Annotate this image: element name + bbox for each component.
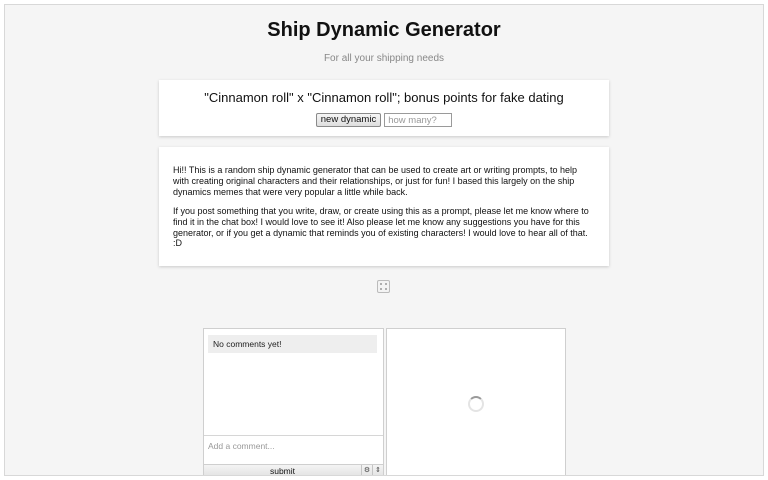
submit-button[interactable]: submit bbox=[269, 466, 296, 476]
page-container bbox=[4, 4, 764, 476]
info-paragraph-request: If you post something that you write, draw, or create using this as a prompt, please let me know where to find it in the chat box! I would love to see it! Also please let me know any suggestions you have for this generator, or if you get a dynamic that reminds you of existing characters! I would love to hear all of that. :D bbox=[173, 206, 589, 249]
page-subtitle: For all your shipping needs bbox=[323, 53, 445, 64]
comments-panel bbox=[203, 328, 384, 476]
dice-icon[interactable] bbox=[377, 280, 390, 293]
new-dynamic-button[interactable]: new dynamic bbox=[316, 113, 381, 127]
up-down-icon[interactable]: ⇕ bbox=[372, 465, 383, 476]
page-title: Ship Dynamic Generator bbox=[267, 19, 501, 41]
gear-icon[interactable]: ⚙ bbox=[361, 465, 372, 476]
no-comments-message: No comments yet! bbox=[208, 335, 377, 353]
generator-controls bbox=[159, 113, 609, 127]
spinner-icon bbox=[468, 396, 484, 412]
info-paragraph-intro: Hi!! This is a random ship dynamic generator that can be used to create art or writing prompts, to help with creating original characters and their relationships, or just for fun! I based this largely on the ship dynamics memes that were very popular a little while back. bbox=[173, 165, 578, 197]
count-input[interactable] bbox=[384, 113, 452, 127]
comment-toolbar bbox=[204, 464, 383, 476]
comment-input[interactable] bbox=[204, 435, 383, 456]
dynamic-result: "Cinnamon roll" x "Cinnamon roll"; bonus points for fake dating bbox=[204, 90, 564, 105]
chat-panel bbox=[386, 328, 566, 476]
generator-card bbox=[159, 80, 609, 136]
info-card bbox=[159, 147, 609, 266]
